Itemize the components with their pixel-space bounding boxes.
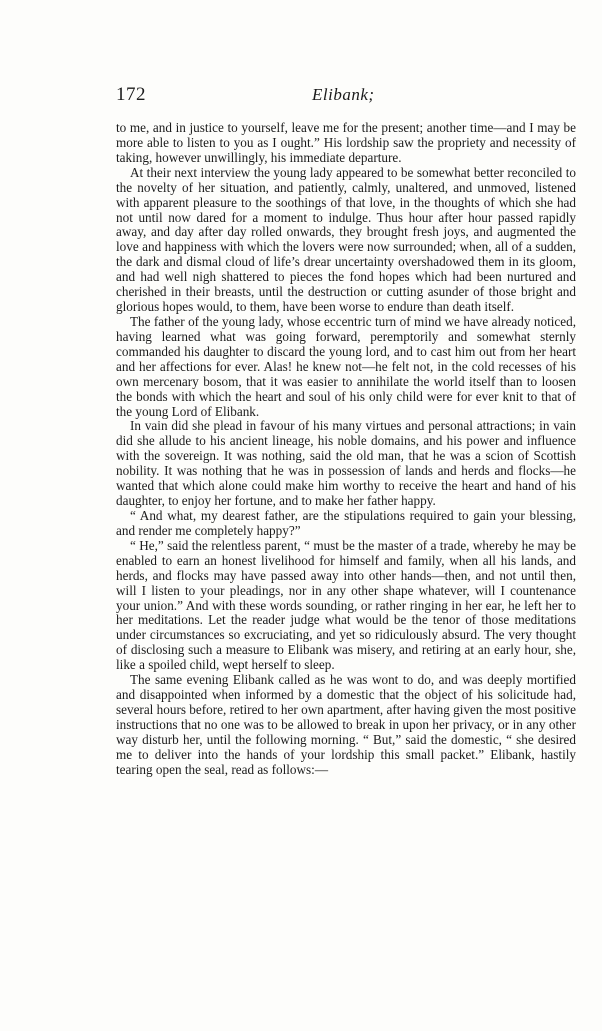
paragraph: The father of the young lady, whose eccentric turn of mind we have already noticed, having learned what was going forward, peremptorily and somewhat sternly commanded his daughter to discard the young lord, and to cast him out from her heart and her affections for ever. Alas! he knew not—he felt not, in the cold recesses of his own mercenary bosom, that it was easier to annihilate the world itself than to loosen the bonds with which the heart and soul of his only child were for ever knit to that of the young Lord of Elibank. bbox=[116, 313, 576, 419]
running-head: Elibank; bbox=[312, 85, 375, 104]
paragraph: The same evening Elibank called as he was wont to do, and was deeply mortified and disappointed when informed by a domestic that the object of his solicitude had, several hours before, retired to her own apartment, after having given the most positive instructions that no one was to be allowed to break in upon her privacy, or in any other way disturb her, until the following morning. “ But,” said the domestic, “ she desired me to deliver into the hands of your lordship this small packet.” Elibank, hastily tearing open the seal, read as follows:— bbox=[116, 672, 576, 777]
paragraph: “ And what, my dearest father, are the stipulations required to gain your blessing, and render me completely happy?” bbox=[116, 507, 576, 538]
paragraph: “ He,” said the relentless parent, “ must be the master of a trade, whereby he may be enabled to earn an honest livelihood for himself and family, when all his lands, and herds, and flocks may have passed away into other hands—then, and not until then, will I listen to your pleadings, nor in any other shape whatever, will I countenance your union.” And with these words sounding, or rather ringing in her ear, he left her to her meditations. Let the reader judge what would be the tenor of those meditations under circumstances so excruciating, and yet so ridiculously absurd. The very thought of disclosing such a measure to Elibank was misery, and retiring at an early hour, she, like a spoiled child, wept herself to sleep. bbox=[116, 537, 576, 673]
paragraph: At their next interview the young lady appeared to be somewhat better reconciled to the novelty of her situation, and patiently, calmly, unaltered, and unmoved, listened with apparent pleasure to the soothings of that love, in the thoughts of which she had not until now dared for a moment to indulge. Thus hour after hour passed rapidly away, and day after day rolled onwards, they brought fresh joys, and augmented the love and happiness with which the lovers were now surrounded; when, all of a sudden, the dark and dismal cloud of life’s drear uncertainty overshadowed them in its gloom, and had well nigh shattered to pieces the fond hopes which had been nurtured and cherished in their breasts, until the destruction or cutting asunder of those bright and glorious hopes would, to them, have been worse to endure than death itself. bbox=[116, 164, 576, 315]
paragraph: to me, and in justice to yourself, leave me for the present; another time—and I may be more able to listen to you as I ought.” His lordship saw the propriety and necessity of taking, however unwillingly, his immediate departure. bbox=[116, 120, 576, 165]
page-number: 172 bbox=[116, 84, 146, 105]
page-header bbox=[116, 84, 576, 108]
paragraph: In vain did she plead in favour of his many virtues and personal attractions; in vain did she allude to his ancient lineage, his noble domains, and his power and influence with the sovereign. It was nothing, said the old man, that he was a scion of Scottish nobility. It was nothing that he was in possession of lands and herds and flocks—he wanted that which alone could make him worthy to receive the heart and hand of his daughter, to enjoy her fortune, and to make her father happy. bbox=[116, 418, 576, 509]
body-text bbox=[116, 121, 576, 778]
